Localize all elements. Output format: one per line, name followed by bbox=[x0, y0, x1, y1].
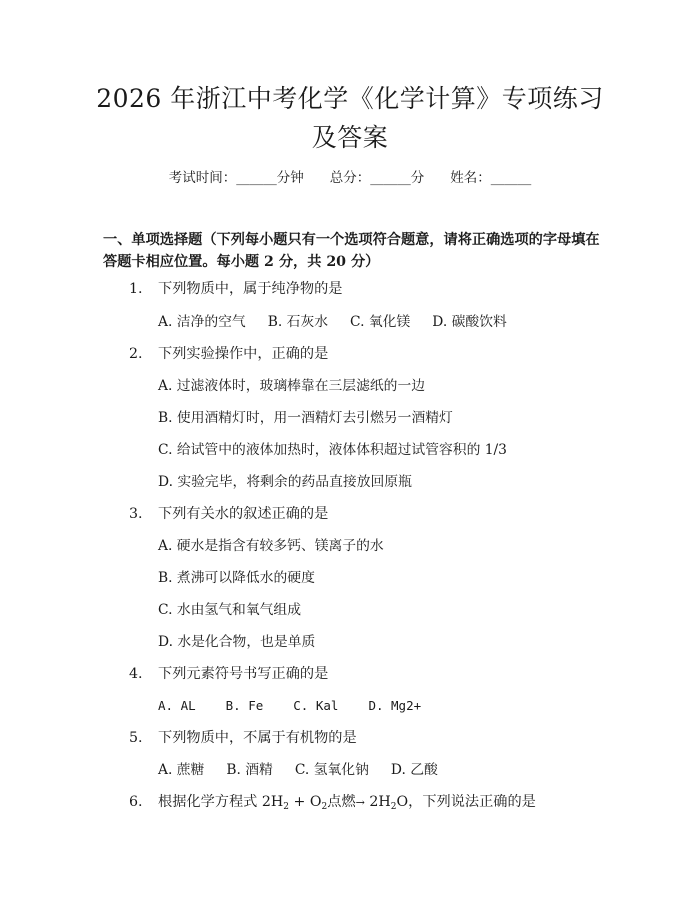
question-1-options bbox=[158, 311, 507, 333]
question-number: 2. bbox=[129, 346, 143, 362]
question-2 bbox=[129, 343, 328, 365]
question-3 bbox=[129, 503, 328, 525]
question-1 bbox=[129, 278, 342, 300]
question-number: 3. bbox=[129, 506, 143, 522]
question-stem: 下列实验操作中，正确的是 bbox=[158, 346, 329, 362]
option-c: C. 水由氢气和氧气组成 bbox=[158, 602, 302, 618]
question-stem: 下列有关水的叙述正确的是 bbox=[158, 506, 329, 522]
option-b: B. 煮沸可以降低水的硬度 bbox=[158, 570, 315, 586]
question-stem: 下列元素符号书写正确的是 bbox=[158, 666, 329, 682]
option-d: D. 水是化合物，也是单质 bbox=[158, 634, 316, 650]
question-number: 6. bbox=[129, 794, 143, 810]
question-4 bbox=[129, 663, 328, 685]
option-b: B. Fe bbox=[225, 698, 264, 713]
option-a: A. 过滤液体时，玻璃棒靠在三层滤纸的一边 bbox=[158, 378, 426, 394]
option-d: D. 实验完毕，将剩余的药品直接放回原瓶 bbox=[158, 474, 412, 490]
question-stem: 下列物质中，不属于有机物的是 bbox=[158, 730, 357, 746]
option-d: D. 碳酸饮料 bbox=[432, 314, 507, 330]
exam-meta bbox=[0, 166, 700, 190]
question-number: 1. bbox=[129, 281, 143, 297]
question-number: 4. bbox=[129, 666, 143, 682]
option-c: C. 给试管中的液体加热时，液体体积超过试管容积的 1/3 bbox=[158, 442, 507, 458]
page-title: 2026 年浙江中考化学《化学计算》专项练习 bbox=[96, 84, 604, 113]
section-heading: 一、单项选择题（下列每小题只有一个选项符合题意，请将正确选项的字母填在 bbox=[103, 232, 600, 248]
option-a: A. 洁净的空气 bbox=[158, 314, 246, 330]
option-d: D. Mg2+ bbox=[368, 698, 422, 713]
option-b: B. 使用酒精灯时，用一酒精灯去引燃另一酒精灯 bbox=[158, 410, 453, 426]
total-score-field: 总分：______分 bbox=[329, 170, 425, 186]
option-b: B. 酒精 bbox=[226, 762, 273, 778]
question-stem: 下列物质中，属于纯净物的是 bbox=[158, 281, 343, 297]
option-a: A. 硬水是指含有较多钙、镁离子的水 bbox=[158, 538, 384, 554]
name-field: 姓名：______ bbox=[450, 170, 532, 186]
reaction-arrow-icon: → bbox=[355, 796, 365, 809]
option-d: D. 乙酸 bbox=[390, 762, 438, 778]
page-title-line2: 及答案 bbox=[311, 123, 389, 152]
question-6 bbox=[129, 791, 536, 818]
question-number: 5. bbox=[129, 730, 143, 746]
option-a: A. 蔗糖 bbox=[158, 762, 205, 778]
option-c: C. 氧化镁 bbox=[350, 314, 411, 330]
option-c: C. 氢氧化钠 bbox=[294, 762, 369, 778]
reaction-condition: 点燃 bbox=[327, 794, 356, 810]
option-b: B. 石灰水 bbox=[267, 314, 329, 330]
section-heading-line2: 答题卡相应位置。每小题 2 分，共 20 分） bbox=[103, 254, 380, 270]
question-5-options bbox=[158, 759, 438, 781]
question-5 bbox=[129, 727, 357, 749]
exam-time-field: 考试时间：______分钟 bbox=[168, 170, 304, 186]
question-stem: 根据化学方程式 $2H_2 + O_2$点燃→ $2H_2O$，下列说法正确的是 bbox=[158, 794, 536, 812]
question-4-options bbox=[158, 695, 421, 717]
option-c: C. Kal bbox=[293, 698, 339, 713]
option-a: A. AL bbox=[158, 698, 196, 713]
